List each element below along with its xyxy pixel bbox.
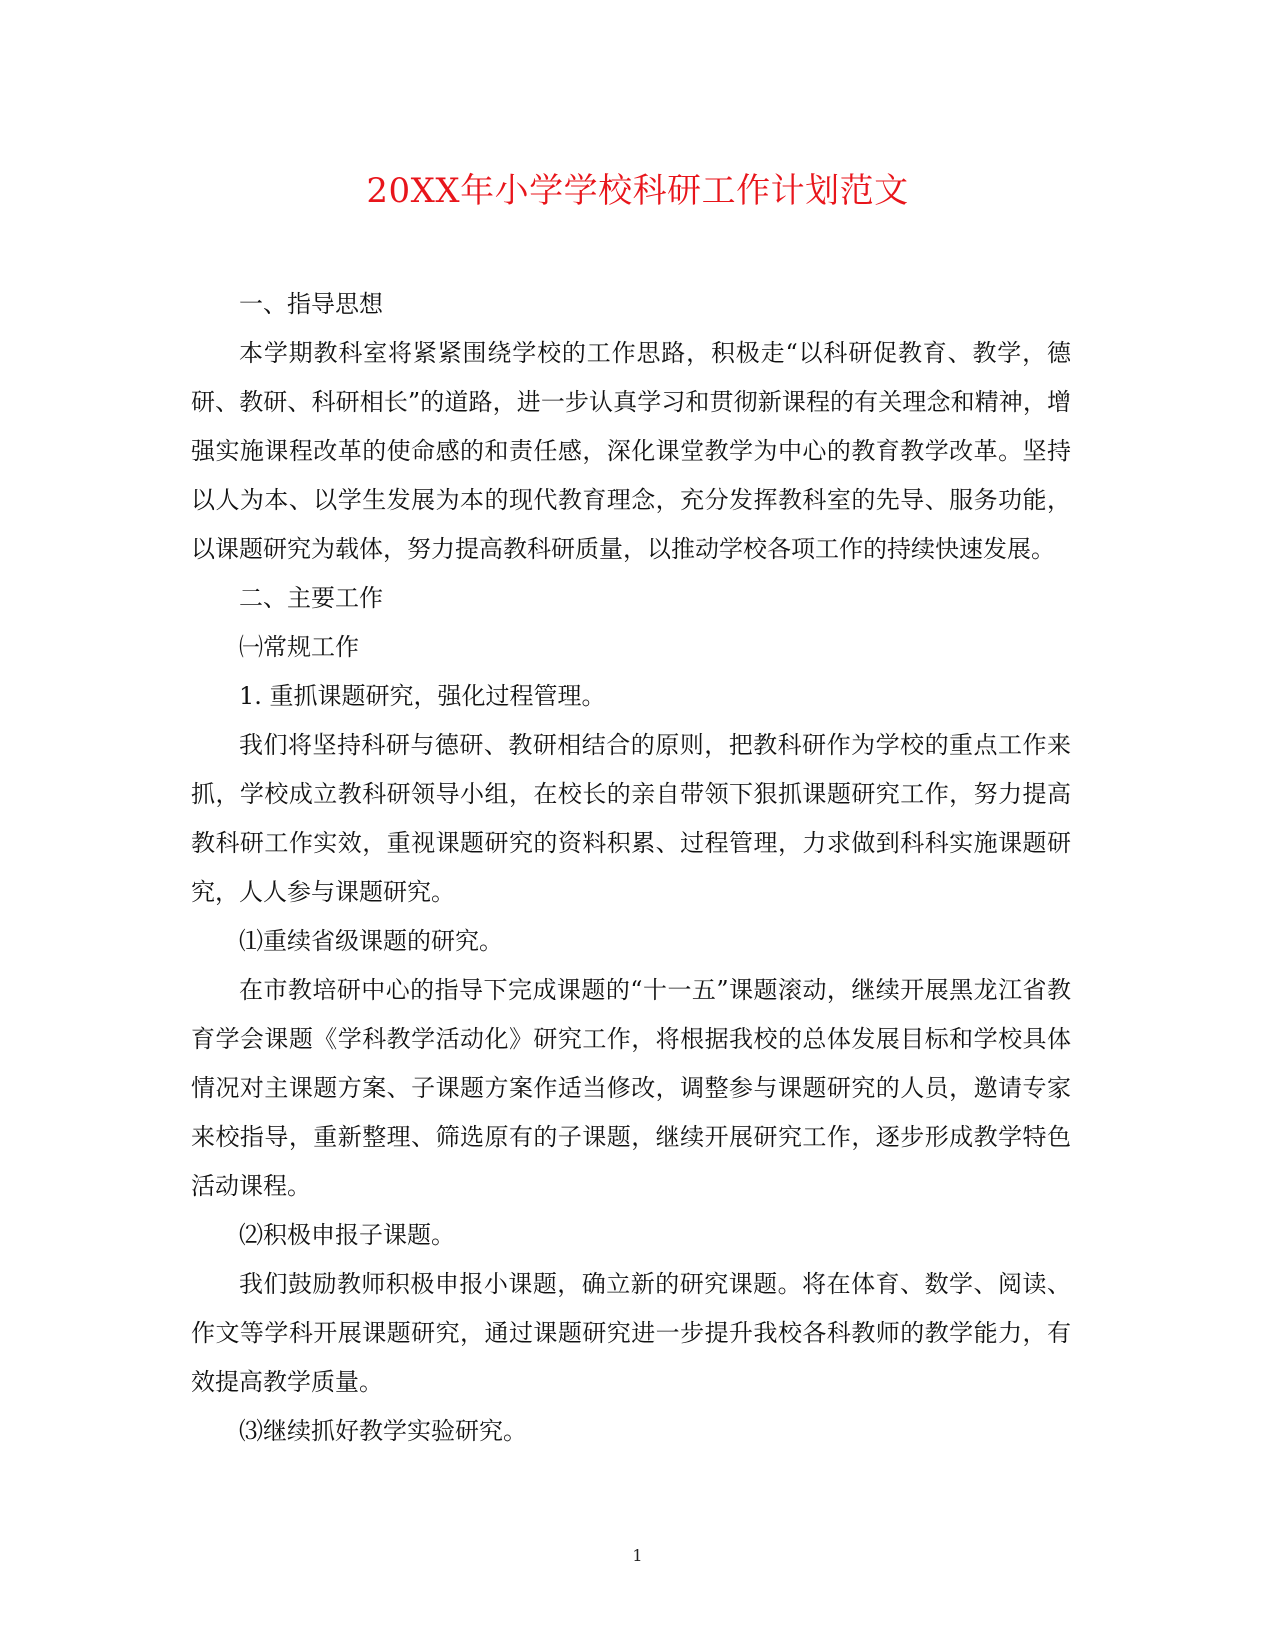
document-title: 20XX年小学学校科研工作计划范文 [366, 171, 909, 211]
paragraph-subitem-2: 我们鼓励教师积极申报小课题，确立新的研究课题。将在体育、数学、阅读、作文等学科开展课题研究，通过课题研究进一步提升我校各科教师的教学能力，有效提高教学质量。 [191, 1270, 1071, 1396]
paragraph-subitem-1: 在市教培研中心的指导下完成课题的“十一五”课题滚动，继续开展黑龙江省教育学会课题《学科教学活动化》研究工作，将根据我校的总体发展目标和学校具体情况对主课题方案、子课题方案作适当修改，调整参与课题研究的人员，邀请专家来校指导，重新整理、筛选原有的子课题，继续开展研究工作，逐步形成教学特色活动课程。 [191, 976, 1071, 1200]
subitem-1-heading: ⑴重续省级课题的研究。 [239, 927, 503, 955]
paragraph-item-1: 我们将坚持科研与德研、教研相结合的原则，把教科研作为学校的重点工作来抓，学校成立教科研领导小组，在校长的亲自带领下狠抓课题研究工作，努力提高教科研工作实效，重视课题研究的资料积累、过程管理，力求做到科科实施课题研究，人人参与课题研究。 [191, 731, 1071, 906]
heading-guiding-ideology: 一、指导思想 [239, 290, 383, 318]
subheading-routine-work: ㈠常规工作 [239, 633, 359, 661]
paragraph-guiding-ideology: 本学期教科室将紧紧围绕学校的工作思路，积极走“以科研促教育、教学，德研、教研、科研相长”的道路，进一步认真学习和贯彻新课程的有关理念和精神，增强实施课程改革的使命感的和责任感，深化课堂教学为中心的教育教学改革。坚持以人为本、以学生发展为本的现代教育理念，充分发挥教科室的先导、服务功能，以课题研究为载体，努力提高教科研质量，以推动学校各项工作的持续快速发展。 [191, 339, 1071, 563]
document-body [191, 280, 1071, 1456]
subitem-3-heading: ⑶继续抓好教学实验研究。 [239, 1417, 527, 1445]
page-number: 1 [632, 1546, 643, 1565]
item-1-heading: 1. 重抓课题研究，强化过程管理。 [239, 682, 606, 710]
subitem-2-heading: ⑵积极申报子课题。 [239, 1221, 455, 1249]
heading-main-work: 二、主要工作 [239, 584, 383, 612]
